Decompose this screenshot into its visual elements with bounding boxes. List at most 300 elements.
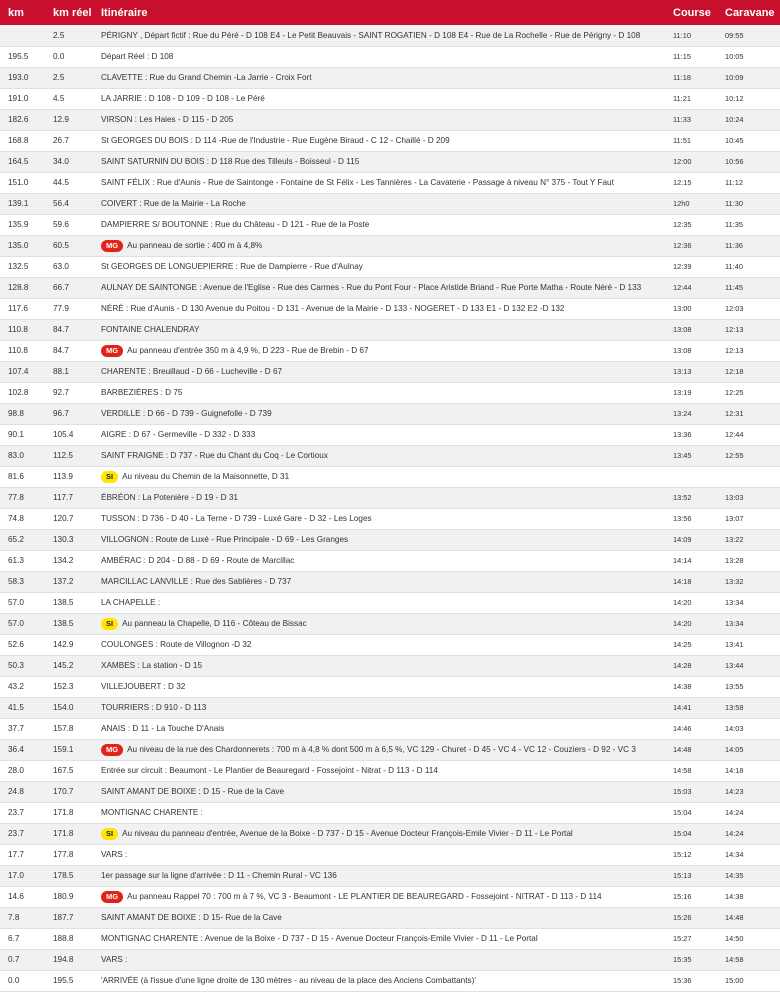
km-reel-cell: 59.6 (45, 214, 93, 235)
km-reel-cell: 84.7 (45, 319, 93, 340)
km-cell: 57.0 (0, 613, 45, 634)
km-reel-cell: 12.9 (45, 109, 93, 130)
itineraire-text: Entrée sur circuit : Beaumont - Le Plantier de Beauregard - Fossejoint - Nitrat - D 113 - D 114 (101, 766, 438, 775)
caravane-time-cell: 14:24 (717, 802, 780, 823)
table-row (0, 697, 780, 718)
caravane-time-cell: 09:55 (717, 25, 780, 46)
course-time-cell: 11:33 (665, 109, 717, 130)
header-itineraire[interactable]: Itinéraire (93, 0, 665, 25)
caravane-time-cell: 14:18 (717, 760, 780, 781)
itineraire-text: Au niveau du panneau d'entrée, Avenue de la Boixe - D 737 - D 15 - Avenue Docteur François-Emile Vivier - D 11 - Le Portal (122, 828, 573, 838)
km-cell: 23.7 (0, 802, 45, 823)
caravane-time-cell: 13:03 (717, 487, 780, 508)
table-row (0, 676, 780, 697)
km-cell: 110.8 (0, 340, 45, 361)
course-time-cell: 14:14 (665, 550, 717, 571)
course-time-cell: 15:03 (665, 781, 717, 802)
km-cell: 28.0 (0, 760, 45, 781)
course-time-cell: 13:08 (665, 319, 717, 340)
course-time-cell: 14:09 (665, 529, 717, 550)
course-time-cell: 12:00 (665, 151, 717, 172)
itineraire-text: CLAVETTE : Rue du Grand Chemin -La Jarrie - Croix Fort (101, 73, 312, 82)
itineraire-cell (93, 340, 665, 361)
course-time-cell: 11:18 (665, 67, 717, 88)
km-reel-cell: 171.8 (45, 823, 93, 844)
caravane-time-cell: 14:23 (717, 781, 780, 802)
km-cell: 0.7 (0, 949, 45, 970)
course-time-cell: 13:45 (665, 445, 717, 466)
course-time-cell: 14:46 (665, 718, 717, 739)
km-reel-cell: 167.5 (45, 760, 93, 781)
itineraire-text: COIVERT : Rue de la Mairie - La Roche (101, 199, 246, 208)
km-cell: 110.8 (0, 319, 45, 340)
itineraire-text: FONTAINE CHALENDRAY (101, 325, 200, 334)
caravane-time-cell: 13:44 (717, 655, 780, 676)
table-row (0, 802, 780, 823)
km-reel-cell: 194.8 (45, 949, 93, 970)
itineraire-text: AIGRE : D 67 - Germeville - D 332 - D 333 (101, 430, 256, 439)
km-cell: 7.8 (0, 907, 45, 928)
caravane-time-cell: 10:24 (717, 109, 780, 130)
caravane-time-cell: 14:50 (717, 928, 780, 949)
caravane-time-cell (717, 466, 780, 487)
table-row (0, 46, 780, 67)
course-time-cell: 14:48 (665, 739, 717, 760)
course-time-cell: 13:56 (665, 508, 717, 529)
km-reel-cell: 130.3 (45, 529, 93, 550)
table-row (0, 718, 780, 739)
itineraire-text: St GEORGES DE LONGUEPIERRE : Rue de Dampierre - Rue d'Aulnay (101, 262, 363, 271)
itineraire-text: SAINT FÉLIX : Rue d'Aunis - Rue de Saintonge - Fontaine de St Félix - Les Tannières - La Cavaterie - Passage à niveau N° 375 - Tout Y Faut (101, 178, 614, 187)
caravane-time-cell: 11:40 (717, 256, 780, 277)
km-reel-cell: 77.9 (45, 298, 93, 319)
course-time-cell: 11:21 (665, 88, 717, 109)
km-cell: 61.3 (0, 550, 45, 571)
table-row (0, 193, 780, 214)
caravane-time-cell: 10:05 (717, 46, 780, 67)
itineraire-text: AULNAY DE SAINTONGE : Avenue de l'Eglise - Rue des Carmes - Rue du Pont Four - Place Aristide Briand - Rue Porte Matha - Route Néré - D 133 (101, 283, 642, 292)
itineraire-cell (93, 487, 665, 508)
km-reel-cell: 178.5 (45, 865, 93, 886)
table-row (0, 172, 780, 193)
caravane-time-cell: 14:48 (717, 907, 780, 928)
km-cell: 41.5 (0, 697, 45, 718)
itineraire-text: VARS : (101, 955, 128, 964)
km-cell: 74.8 (0, 508, 45, 529)
itineraire-text: Au niveau de la rue des Chardonnerets : 700 m à 4,8 % dont 500 m à 6,5 %, VC 129 - Churet - D 45 - VC 4 - VC 12 - Couziers - D 92 - VC 3 (127, 744, 636, 754)
itineraire-cell (93, 865, 665, 886)
itineraire-text: ÉBRÉON : La Potenière - D 19 - D 31 (101, 493, 238, 502)
km-reel-cell: 96.7 (45, 403, 93, 424)
itineraire-text: Au panneau d'entrée 350 m à 4,9 %, D 223 - Rue de Brebin - D 67 (127, 345, 369, 355)
km-reel-cell: 171.8 (45, 802, 93, 823)
caravane-time-cell: 14:58 (717, 949, 780, 970)
itineraire-text: NÉRÉ : Rue d'Aunis - D 130 Avenue du Poitou - D 131 - Avenue de la Mairie - D 133 - NOGERET - D 133 E1 - D 132 E2 -D 132 (101, 304, 565, 313)
course-time-cell: 15:04 (665, 802, 717, 823)
km-cell: 132.5 (0, 256, 45, 277)
itineraire-cell (93, 529, 665, 550)
climb-badge: MG (101, 891, 123, 903)
itineraire-text: DAMPIERRE S/ BOUTONNE : Rue du Château - D 121 - Rue de la Poste (101, 220, 370, 229)
caravane-time-cell: 13:58 (717, 697, 780, 718)
km-cell: 17.7 (0, 844, 45, 865)
itineraire-text: VILLOGNON : Route de Luxé - Rue Principale - D 69 - Les Granges (101, 535, 349, 544)
km-cell: 43.2 (0, 676, 45, 697)
itineraire-cell (93, 67, 665, 88)
itineraire-cell (93, 676, 665, 697)
itineraire-text: TUSSON : D 736 - D 40 - La Terne - D 739 - Luxé Gare - D 32 - Les Loges (101, 514, 372, 523)
itineraire-text: VARS : (101, 850, 128, 859)
km-cell: 164.5 (0, 151, 45, 172)
course-time-cell: 13:19 (665, 382, 717, 403)
course-time-cell: 15:35 (665, 949, 717, 970)
sprint-badge: SI (101, 828, 118, 840)
itineraire-cell (93, 697, 665, 718)
itineraire-text: AMBÉRAC : D 204 - D 88 - D 69 - Route de Marcillac (101, 556, 295, 565)
itineraire-cell (93, 403, 665, 424)
itineraire-cell (93, 949, 665, 970)
caravane-time-cell: 13:07 (717, 508, 780, 529)
course-time-cell: 13:13 (665, 361, 717, 382)
itineraire-cell (93, 718, 665, 739)
course-time-cell: 12:36 (665, 235, 717, 256)
itineraire-text: MONTIGNAC CHARENTE : (101, 808, 203, 817)
table-row (0, 25, 780, 46)
header-caravane[interactable]: Caravane (717, 0, 780, 25)
course-time-cell: 15:04 (665, 823, 717, 844)
itineraire-text: PÉRIGNY , Départ fictif : Rue du Péré - D 108 E4 - Le Petit Beauvais - SAINT ROGATIEN - D 108 E4 - Rue de La Rochelle - Rue de Périgny - D 108 (101, 30, 641, 40)
table-row (0, 487, 780, 508)
table-row (0, 382, 780, 403)
km-reel-cell: 88.1 (45, 361, 93, 382)
course-time-cell: 13:24 (665, 403, 717, 424)
itineraire-cell (93, 907, 665, 928)
caravane-time-cell: 14:03 (717, 718, 780, 739)
itineraire-text: VIRSON : Les Haies - D 115 - D 205 (101, 115, 234, 124)
climb-badge: MG (101, 240, 123, 252)
itineraire-cell (93, 235, 665, 256)
km-reel-cell: 138.5 (45, 613, 93, 634)
course-time-cell: 13:36 (665, 424, 717, 445)
km-cell: 151.0 (0, 172, 45, 193)
km-reel-cell: 84.7 (45, 340, 93, 361)
caravane-time-cell: 15:00 (717, 970, 780, 991)
table-header-row (0, 0, 780, 25)
caravane-time-cell: 13:32 (717, 571, 780, 592)
table-row (0, 256, 780, 277)
table-row (0, 466, 780, 487)
itineraire-cell (93, 844, 665, 865)
caravane-time-cell: 12:18 (717, 361, 780, 382)
table-row (0, 319, 780, 340)
course-time-cell: 15:13 (665, 865, 717, 886)
table-row (0, 508, 780, 529)
caravane-time-cell: 12:03 (717, 298, 780, 319)
course-time-cell: 14:20 (665, 592, 717, 613)
table-row (0, 424, 780, 445)
km-reel-cell: 63.0 (45, 256, 93, 277)
table-row (0, 130, 780, 151)
table-body (0, 25, 780, 991)
km-reel-cell: 134.2 (45, 550, 93, 571)
km-cell: 90.1 (0, 424, 45, 445)
table-row (0, 67, 780, 88)
itineraire-cell (93, 319, 665, 340)
km-cell: 135.9 (0, 214, 45, 235)
itineraire-cell (93, 970, 665, 991)
km-reel-cell: 120.7 (45, 508, 93, 529)
km-reel-cell: 195.5 (45, 970, 93, 991)
km-cell: 135.0 (0, 235, 45, 256)
course-time-cell (665, 466, 717, 487)
km-cell: 14.6 (0, 886, 45, 907)
itineraire-cell (93, 214, 665, 235)
course-time-cell: 14:25 (665, 634, 717, 655)
itineraire-cell (93, 361, 665, 382)
caravane-time-cell: 12:55 (717, 445, 780, 466)
itineraire-text: SAINT AMANT DE BOIXE : D 15- Rue de la Cave (101, 913, 282, 922)
caravane-time-cell: 10:12 (717, 88, 780, 109)
itineraire-cell (93, 886, 665, 907)
itineraire-cell (93, 928, 665, 949)
itineraire-text: MARCILLAC LANVILLE : Rue des Sablières - D 737 (101, 577, 292, 586)
itineraire-cell (93, 613, 665, 634)
km-cell: 57.0 (0, 592, 45, 613)
table-row (0, 781, 780, 802)
caravane-time-cell: 12:25 (717, 382, 780, 403)
itineraire-cell (93, 592, 665, 613)
km-cell: 168.8 (0, 130, 45, 151)
km-cell: 128.8 (0, 277, 45, 298)
caravane-time-cell: 14:35 (717, 865, 780, 886)
km-cell: 195.5 (0, 46, 45, 67)
itineraire-cell (93, 298, 665, 319)
course-time-cell: 14:28 (665, 655, 717, 676)
km-reel-cell: 34.0 (45, 151, 93, 172)
itineraire-text: SAINT SATURNIN DU BOIS : D 118 Rue des Tilleuls - Boisseul - D 115 (101, 157, 360, 166)
itineraire-text: VERDILLE : D 66 - D 739 - Guignefolle - D 739 (101, 409, 272, 418)
table-row (0, 823, 780, 844)
itineraire-text: VILLEJOUBERT : D 32 (101, 682, 186, 691)
itineraire-text: Au panneau la Chapelle, D 116 - Côteau de Bissac (122, 618, 307, 628)
itineraire-cell (93, 760, 665, 781)
table-row (0, 844, 780, 865)
km-reel-cell: 113.9 (45, 466, 93, 487)
caravane-time-cell: 13:34 (717, 613, 780, 634)
table-row (0, 760, 780, 781)
table-row (0, 109, 780, 130)
itineraire-text: LA JARRIE : D 108 - D 109 - D 108 - Le Péré (101, 94, 265, 103)
km-reel-cell: 188.8 (45, 928, 93, 949)
itineraire-text: Au niveau du Chemin de la Maisonnette, D 31 (122, 471, 290, 481)
km-reel-cell: 44.5 (45, 172, 93, 193)
course-time-cell: 11:10 (665, 25, 717, 46)
km-cell: 0.0 (0, 970, 45, 991)
km-reel-cell: 145.2 (45, 655, 93, 676)
table-row (0, 88, 780, 109)
km-reel-cell: 2.5 (45, 67, 93, 88)
table-row (0, 445, 780, 466)
caravane-time-cell: 13:28 (717, 550, 780, 571)
caravane-time-cell: 13:22 (717, 529, 780, 550)
km-reel-cell: 60.5 (45, 235, 93, 256)
km-reel-cell: 137.2 (45, 571, 93, 592)
caravane-time-cell: 14:38 (717, 886, 780, 907)
caravane-time-cell: 11:12 (717, 172, 780, 193)
table-row (0, 550, 780, 571)
km-reel-cell: 177.8 (45, 844, 93, 865)
table-row (0, 634, 780, 655)
itineraire-text: Départ Réel : D 108 (101, 52, 174, 61)
km-cell: 52.6 (0, 634, 45, 655)
km-reel-cell: 0.0 (45, 46, 93, 67)
itineraire-text: Au panneau de sortie : 400 m à 4,8% (127, 240, 263, 250)
table-row (0, 529, 780, 550)
km-cell: 6.7 (0, 928, 45, 949)
course-time-cell: 15:27 (665, 928, 717, 949)
itineraire-cell (93, 88, 665, 109)
course-time-cell: 14:38 (665, 676, 717, 697)
itineraire-text: SAINT AMANT DE BOIXE : D 15 - Rue de la Cave (101, 787, 285, 796)
climb-badge: MG (101, 744, 123, 756)
km-cell: 182.6 (0, 109, 45, 130)
km-reel-cell: 142.9 (45, 634, 93, 655)
caravane-time-cell: 14:05 (717, 739, 780, 760)
itineraire-cell (93, 46, 665, 67)
itineraire-cell (93, 151, 665, 172)
itineraire-text: Au panneau Rappel 70 : 700 m à 7 %, VC 3 - Beaumont - LE PLANTIER DE BEAUREGARD - Fossejoint - NITRAT - D 113 - D 114 (127, 891, 602, 901)
caravane-time-cell: 14:24 (717, 823, 780, 844)
km-reel-cell: 180.9 (45, 886, 93, 907)
km-reel-cell: 2.5 (45, 25, 93, 46)
table-row (0, 949, 780, 970)
km-reel-cell: 138.5 (45, 592, 93, 613)
header-km-reel[interactable]: km réel (45, 0, 93, 25)
itineraire-cell (93, 130, 665, 151)
itineraire-cell (93, 256, 665, 277)
table-row (0, 928, 780, 949)
km-cell: 191.0 (0, 88, 45, 109)
caravane-time-cell: 13:41 (717, 634, 780, 655)
itineraire-text: LA CHAPELLE : (101, 598, 161, 607)
itineraire-cell (93, 445, 665, 466)
km-reel-cell: 112.5 (45, 445, 93, 466)
table-row (0, 886, 780, 907)
course-time-cell: 12h0 (665, 193, 717, 214)
table-row (0, 655, 780, 676)
km-reel-cell: 92.7 (45, 382, 93, 403)
course-time-cell: 12:39 (665, 256, 717, 277)
km-cell: 58.3 (0, 571, 45, 592)
course-time-cell: 13:00 (665, 298, 717, 319)
km-cell: 98.8 (0, 403, 45, 424)
km-cell: 117.6 (0, 298, 45, 319)
km-cell: 107.4 (0, 361, 45, 382)
itineraire-text: CHARENTE : Breuillaud - D 66 - Lucheville - D 67 (101, 367, 283, 376)
itineraire-text: 1er passage sur la ligne d'arrivée : D 11 - Chemin Rural - VC 136 (101, 871, 337, 880)
km-cell: 37.7 (0, 718, 45, 739)
course-time-cell: 11:15 (665, 46, 717, 67)
table-row (0, 298, 780, 319)
caravane-time-cell: 12:13 (717, 319, 780, 340)
itineraire-text: XAMBES : La station - D 15 (101, 661, 203, 670)
table-row (0, 613, 780, 634)
km-reel-cell: 56.4 (45, 193, 93, 214)
header-km[interactable]: km (0, 0, 45, 25)
km-cell: 77.8 (0, 487, 45, 508)
course-time-cell: 14:18 (665, 571, 717, 592)
course-time-cell: 15:36 (665, 970, 717, 991)
course-time-cell: 12:44 (665, 277, 717, 298)
itineraire-cell (93, 382, 665, 403)
km-reel-cell: 4.5 (45, 88, 93, 109)
table-row (0, 907, 780, 928)
km-reel-cell: 117.7 (45, 487, 93, 508)
caravane-time-cell: 12:13 (717, 340, 780, 361)
itineraire-text: TOURRIERS : D 910 - D 113 (101, 703, 207, 712)
itineraire-cell (93, 508, 665, 529)
caravane-time-cell: 12:31 (717, 403, 780, 424)
itineraire-text: COULONGES : Route de Villognon -D 32 (101, 640, 252, 649)
itineraire-cell (93, 571, 665, 592)
course-time-cell: 12:35 (665, 214, 717, 235)
table-row (0, 571, 780, 592)
km-reel-cell: 26.7 (45, 130, 93, 151)
km-cell: 81.6 (0, 466, 45, 487)
itineraire-cell (93, 655, 665, 676)
km-reel-cell: 159.1 (45, 739, 93, 760)
itineraire-cell (93, 823, 665, 844)
caravane-time-cell: 12:44 (717, 424, 780, 445)
itineraire-text: BARBEZIÈRES : D 75 (101, 388, 183, 397)
km-reel-cell: 187.7 (45, 907, 93, 928)
table-row (0, 214, 780, 235)
caravane-time-cell: 13:34 (717, 592, 780, 613)
itineraire-text: MONTIGNAC CHARENTE : Avenue de la Boixe - D 737 - D 15 - Avenue Docteur François-Emile Vivier - D 11 - Le Portal (101, 934, 538, 943)
course-time-cell: 14:58 (665, 760, 717, 781)
km-reel-cell: 152.3 (45, 676, 93, 697)
itineraire-text: St GEORGES DU BOIS : D 114 -Rue de l'Industrie - Rue Eugène Biraud - C 12 - Chaillé - D 209 (101, 136, 450, 145)
course-time-cell: 15:26 (665, 907, 717, 928)
km-cell: 24.8 (0, 781, 45, 802)
km-cell: 193.0 (0, 67, 45, 88)
itineraire-cell (93, 634, 665, 655)
sprint-badge: SI (101, 618, 118, 630)
itineraire-cell (93, 802, 665, 823)
course-time-cell: 11:51 (665, 130, 717, 151)
km-cell: 36.4 (0, 739, 45, 760)
caravane-time-cell: 11:35 (717, 214, 780, 235)
course-time-cell: 13:52 (665, 487, 717, 508)
table-row (0, 277, 780, 298)
km-reel-cell: 66.7 (45, 277, 93, 298)
km-reel-cell: 105.4 (45, 424, 93, 445)
caravane-time-cell: 14:34 (717, 844, 780, 865)
caravane-time-cell: 11:36 (717, 235, 780, 256)
table-row (0, 970, 780, 991)
km-reel-cell: 157.8 (45, 718, 93, 739)
km-reel-cell: 154.0 (45, 697, 93, 718)
itineraire-cell (93, 466, 665, 487)
itineraire-cell (93, 781, 665, 802)
itineraire-text: ANAIS : D 11 - La Touche D'Anais (101, 724, 225, 733)
table-row (0, 865, 780, 886)
table-row (0, 361, 780, 382)
header-course[interactable]: Course (665, 0, 717, 25)
km-cell: 65.2 (0, 529, 45, 550)
itineraire-cell (93, 172, 665, 193)
km-cell: 50.3 (0, 655, 45, 676)
